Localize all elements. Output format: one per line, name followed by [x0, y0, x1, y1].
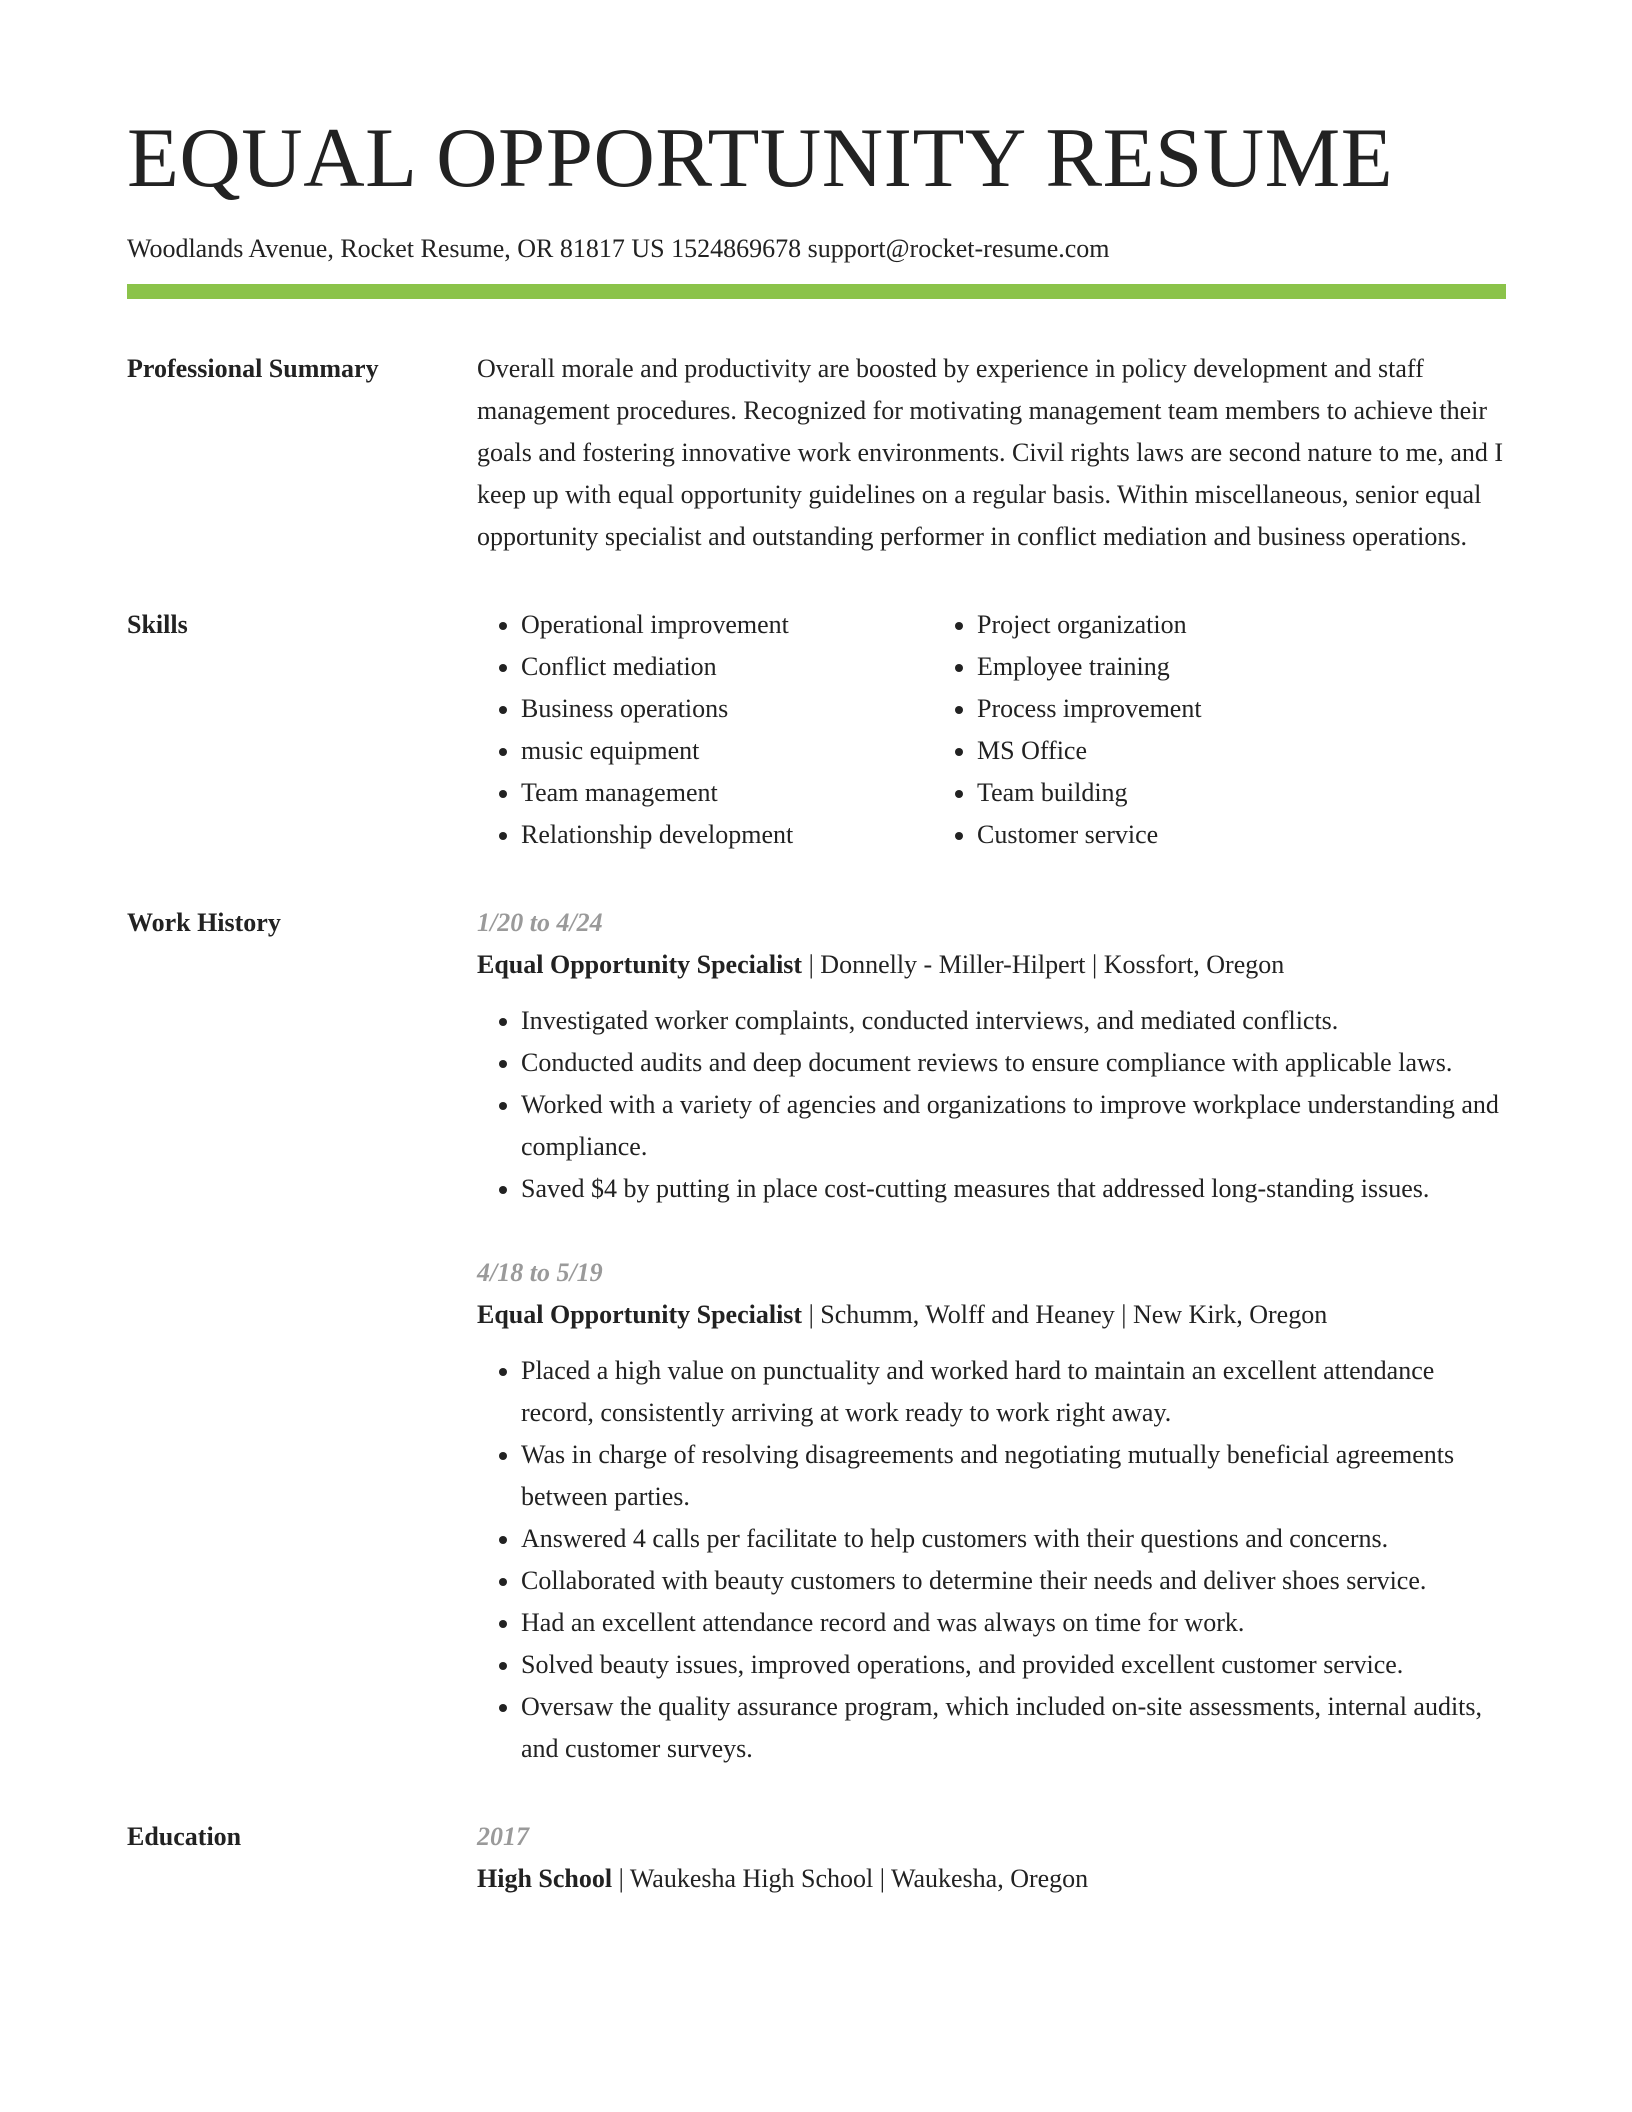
job-dates: 4/18 to 5/19: [477, 1258, 603, 1288]
skill-item: • Employee training: [977, 646, 1389, 688]
contact-line: [127, 233, 1506, 264]
job-duties: [477, 1000, 1506, 1210]
job-duties: [477, 1350, 1506, 1770]
job-entry: [477, 1252, 1506, 1770]
skill-item: • Operational improvement: [521, 604, 933, 646]
summary-body: [477, 348, 1506, 558]
duty-item: • Oversaw the quality assurance program, which included on-site assessments, internal audits, and customer surveys.: [521, 1686, 1506, 1770]
skill-item: • Business operations: [521, 688, 933, 730]
skill-item: • Relationship development: [521, 814, 933, 856]
skill-item: • Conflict mediation: [521, 646, 933, 688]
duty-item: • Had an excellent attendance record and was always on time for work.: [521, 1602, 1506, 1644]
skill-item: • music equipment: [521, 730, 933, 772]
education-school: | Waukesha High School: [612, 1864, 873, 1893]
duty-item: • Collaborated with beauty customers to determine their needs and deliver shoes service.: [521, 1560, 1506, 1602]
skill-item: • Process improvement: [977, 688, 1389, 730]
education-year: 2017: [477, 1822, 529, 1852]
job-company: | Donnelly - Miller-Hilpert: [802, 950, 1085, 979]
duty-item: • Worked with a variety of agencies and organizations to improve workplace understanding and compliance.: [521, 1084, 1506, 1168]
job-heading: [477, 1294, 1506, 1336]
skills-grid: [477, 604, 1506, 856]
summary-section: [127, 348, 1506, 558]
education-degree: High School: [477, 1864, 613, 1894]
skill-item: • Team building: [977, 772, 1389, 814]
section-heading-summary: Professional Summary: [127, 354, 379, 384]
skill-item: • MS Office: [977, 730, 1389, 772]
job-location: | New Kirk, Oregon: [1115, 1300, 1327, 1329]
work-history-section: [127, 902, 1506, 1770]
skills-column-right: [933, 604, 1389, 856]
education-section: [127, 1816, 1506, 1900]
section-heading-education: Education: [127, 1822, 242, 1852]
skills-section: [127, 604, 1506, 856]
skill-item: • Team management: [521, 772, 933, 814]
skills-body: [477, 604, 1506, 856]
job-entry: [477, 902, 1506, 1210]
skills-column-left: [477, 604, 933, 856]
header-divider: [127, 284, 1506, 299]
duty-item: • Placed a high value on punctuality and worked hard to maintain an excellent attendance record, consistently arriving at work ready to work right away.: [521, 1350, 1506, 1434]
job-heading: [477, 944, 1506, 986]
education-location: | Waukesha, Oregon: [873, 1864, 1088, 1893]
section-heading-work-history: Work History: [127, 908, 281, 938]
contact-phone: 1524869678: [671, 234, 802, 263]
duty-item: • Investigated worker complaints, conducted interviews, and mediated conflicts.: [521, 1000, 1506, 1042]
contact-address: Woodlands Avenue, Rocket Resume, OR 81817 US: [127, 234, 665, 263]
summary-text: Overall morale and productivity are boosted by experience in policy development and staff management procedures. Recognized for motivating management team members to achieve their goals and fostering innovative work environments. Civil rights laws are second nature to me, and I keep up with equal opportunity guidelines on a regular basis. Within miscellaneous, senior equal opportunity specialist and outstanding performer in conflict mediation and business operations.: [477, 354, 1504, 552]
job-title: Equal Opportunity Specialist: [477, 1300, 803, 1330]
job-dates: 1/20 to 4/24: [477, 908, 603, 938]
duty-item: • Solved beauty issues, improved operations, and provided excellent customer service.: [521, 1644, 1506, 1686]
contact-email: support@rocket-resume.com: [807, 234, 1110, 263]
duty-item: • Saved $4 by putting in place cost-cutting measures that addressed long-standing issues.: [521, 1168, 1506, 1210]
section-heading-skills: Skills: [127, 610, 188, 640]
job-company: | Schumm, Wolff and Heaney: [802, 1300, 1115, 1329]
skill-item: • Customer service: [977, 814, 1389, 856]
duty-item: • Conducted audits and deep document reviews to ensure compliance with applicable laws.: [521, 1042, 1506, 1084]
job-title: Equal Opportunity Specialist: [477, 950, 803, 980]
skill-item: • Project organization: [977, 604, 1389, 646]
job-location: | Kossfort, Oregon: [1086, 950, 1285, 979]
education-heading: [477, 1858, 1506, 1900]
work-history-body: [477, 902, 1506, 1770]
duty-item: • Was in charge of resolving disagreements and negotiating mutually beneficial agreements between parties.: [521, 1434, 1506, 1518]
education-body: [477, 1816, 1506, 1900]
resume-title: EQUAL OPPORTUNITY RESUME: [127, 111, 1394, 205]
duty-item: • Answered 4 calls per facilitate to help customers with their questions and concerns.: [521, 1518, 1506, 1560]
